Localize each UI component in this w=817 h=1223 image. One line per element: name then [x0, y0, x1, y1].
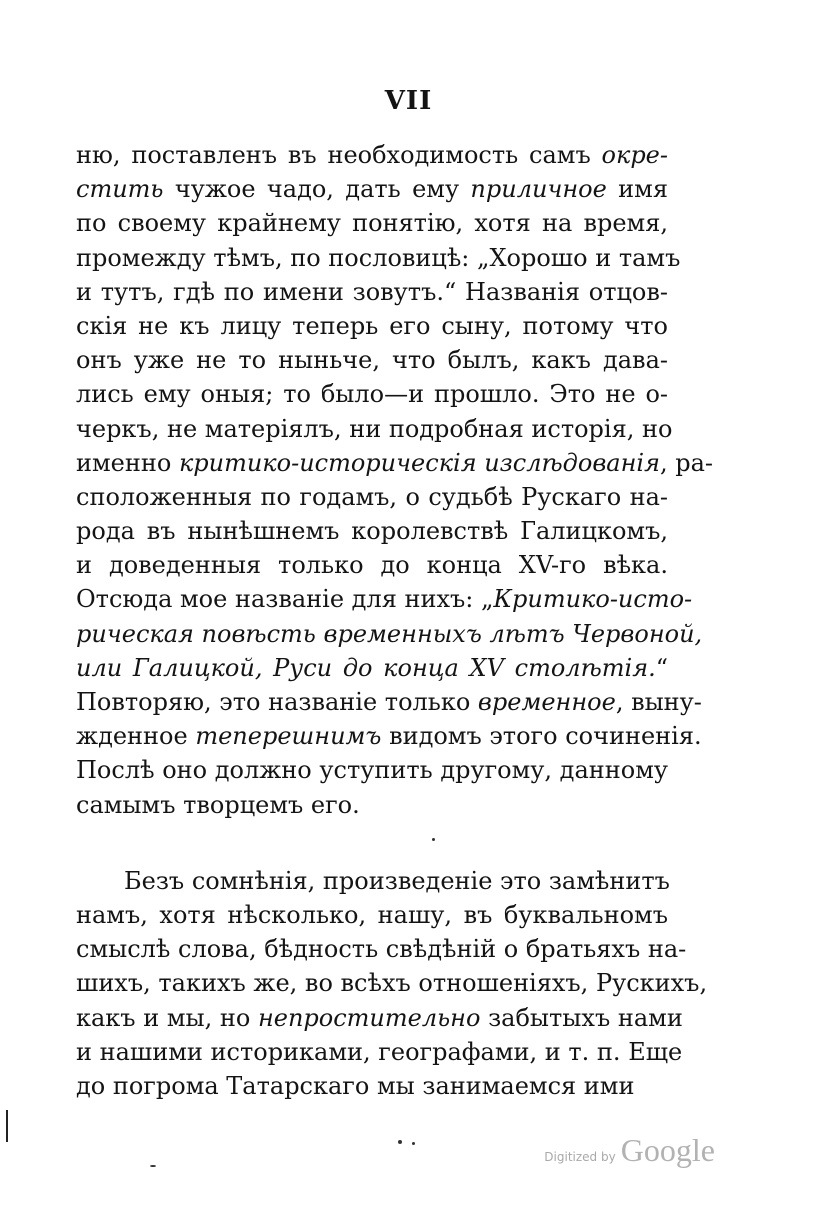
italic-segment: теперешнимъ — [195, 722, 382, 751]
text-line — [76, 172, 668, 206]
text-segment: забытыхъ нами — [480, 1003, 683, 1032]
text-line — [76, 966, 708, 1000]
paragraph-2 — [76, 864, 708, 1103]
text-line — [76, 206, 668, 240]
text-segment: , ра- — [659, 448, 714, 477]
text-segment: “ — [655, 653, 668, 682]
text-line — [76, 582, 693, 616]
ink-speck — [412, 1142, 415, 1145]
text-segment: по своему крайнему понятію, хотя на время, — [76, 209, 668, 238]
italic-segment: окре- — [601, 141, 668, 169]
text-segment: именно — [76, 448, 179, 477]
text-segment: онъ уже не то ныньче, что былъ, какъ дава- — [76, 346, 668, 375]
italic-segment: временное — [477, 688, 616, 716]
text-segment: смыслѣ слова, бѣдность свѣдѣній о братьяхъ на- — [76, 935, 687, 964]
text-line — [76, 138, 668, 172]
ink-speck — [398, 1140, 402, 1144]
body-text — [76, 138, 714, 1103]
text-line — [76, 753, 668, 787]
text-line — [76, 1035, 683, 1069]
text-segment: до погрома Татарскаго мы занимаемся ими — [76, 1071, 635, 1100]
text-segment: скія не къ лицу теперь его сыну, потому что — [76, 311, 668, 340]
text-segment: какъ и мы, но — [76, 1003, 258, 1032]
text-segment: видомъ этого сочиненія. — [381, 722, 702, 751]
text-line — [76, 275, 668, 309]
text-segment: Безъ сомнѣнія, произведеніе это замѣнитъ — [124, 866, 670, 895]
text-segment: черкъ, не матеріялъ, ни подробная исторія, но — [76, 414, 673, 443]
italic-segment: Критико-исто- — [493, 585, 693, 614]
text-line — [76, 1001, 683, 1035]
text-segment: , выну- — [615, 688, 702, 716]
text-line — [76, 446, 714, 480]
text-line — [76, 932, 687, 966]
text-segment: и нашими историками, географами, и т. п. Еще — [76, 1037, 683, 1066]
text-segment: и доведенныя только до конца XV-го вѣка. — [76, 551, 668, 580]
google-logo-text: Google — [620, 1132, 715, 1168]
text-segment: шихъ, такихъ же, во всѣхъ отношеніяхъ, Рускихъ, — [76, 969, 708, 998]
italic-segment: непростительно — [257, 1003, 481, 1032]
page-number: VII — [384, 86, 433, 116]
text-segment: жденное — [76, 722, 196, 751]
text-segment: имя — [606, 175, 668, 204]
text-line — [76, 617, 703, 651]
digitized-by-google-watermark — [544, 1132, 715, 1169]
text-line — [76, 685, 702, 719]
ink-speck — [432, 838, 435, 841]
text-line — [76, 898, 668, 932]
text-segment: сположенныя по годамъ, о судьбѣ Рускаго на- — [76, 482, 668, 511]
text-segment: и тутъ, гдѣ по имени зовутъ.“ Названія отцов- — [76, 277, 668, 306]
page-edge-mark — [6, 1110, 8, 1142]
text-line — [76, 548, 668, 582]
watermark-prefix: Digitized by — [544, 1150, 616, 1164]
text-segment: ню, поставленъ въ необходимость самъ — [76, 141, 602, 169]
text-segment: самымъ творцемъ его. — [76, 790, 360, 819]
text-segment: Отсюда мое названіе для нихъ: „ — [76, 585, 494, 614]
text-line — [76, 719, 702, 753]
text-segment: чужое чадо, дать ему — [163, 175, 471, 204]
italic-segment: или Галицкой, Руси до конца XV столѣтія. — [76, 653, 656, 682]
text-line — [76, 377, 668, 411]
italic-segment: стить — [76, 175, 164, 204]
text-line — [76, 241, 681, 275]
text-line — [76, 651, 668, 685]
text-line — [76, 412, 673, 446]
text-segment: лись ему оныя; то было—и прошло. Это не о- — [76, 380, 668, 409]
paragraph-1 — [76, 138, 714, 822]
text-segment: Повторяю, это названіе только — [76, 688, 478, 716]
text-line — [76, 343, 668, 377]
text-line — [76, 864, 668, 898]
text-line — [76, 309, 668, 343]
italic-segment: рическая повѣсть временныхъ лѣтъ Червоной, — [76, 619, 703, 648]
text-line — [76, 1069, 668, 1103]
text-line — [76, 788, 668, 822]
text-line — [76, 480, 668, 514]
text-segment: намъ, хотя нѣсколько, нашу, въ буквальномъ — [76, 900, 668, 929]
text-line — [76, 514, 668, 548]
text-segment: рода въ нынѣшнемъ королевствѣ Галицкомъ, — [76, 517, 668, 546]
text-segment: Послѣ оно должно уступить другому, данному — [76, 756, 668, 785]
italic-segment: приличное — [470, 175, 607, 204]
ink-speck — [150, 1165, 156, 1167]
italic-segment: критико-историческія изслѣдованія — [178, 448, 660, 477]
paragraph-gap — [76, 822, 668, 864]
text-segment: промежду тѣмъ, по пословицѣ: „Хорошо и тамъ — [76, 243, 681, 272]
